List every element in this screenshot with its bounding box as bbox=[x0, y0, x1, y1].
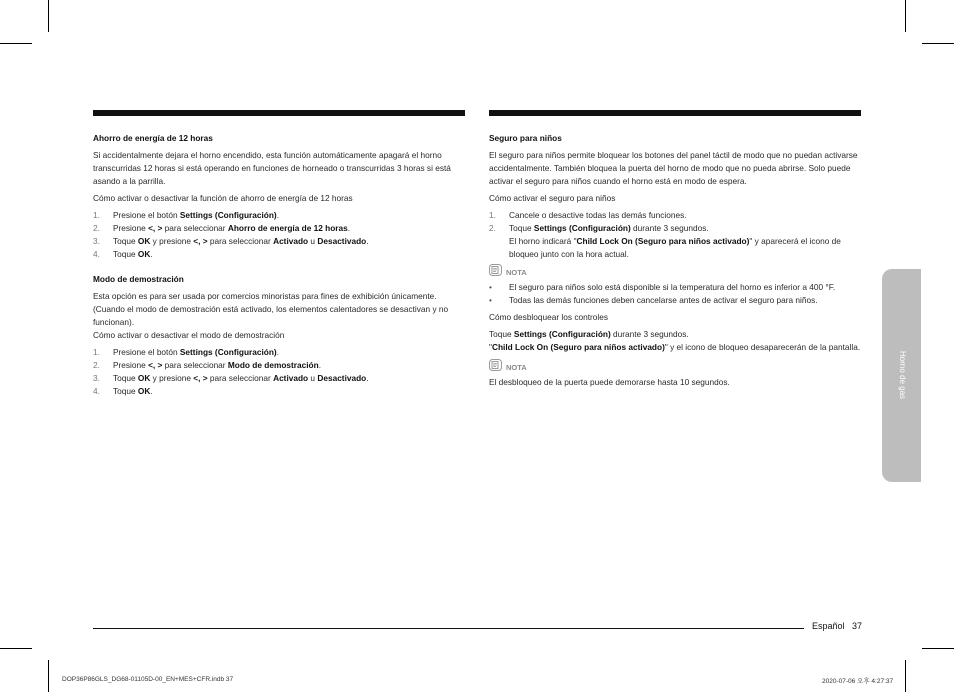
step-bold: <, > bbox=[148, 223, 163, 233]
note-heading bbox=[489, 265, 861, 279]
section-body: Si accidentalmente dejara el horno encendido, esta función automáticamente apagará el horno transcurridas 12 horas si está operando en funciones de horneado o transcurridas 3 horas si está asando a la parrilla. bbox=[93, 150, 451, 186]
step-number: 2. bbox=[93, 360, 100, 370]
page-number: 37 bbox=[852, 621, 863, 631]
step-list bbox=[489, 209, 861, 261]
right-column-rule bbox=[489, 110, 861, 116]
step-text: Presione bbox=[113, 223, 149, 233]
step-bold: Activado bbox=[273, 236, 309, 246]
section-body: El seguro para niños permite bloquear los botones del panel táctil de modo que no puedan activarse accidentalmente. También bloquea la puerta del horno de modo que no pueda abrirse. Solo puede activar el seguro para niños cuando el horno está en modo de espera. bbox=[489, 150, 858, 186]
list-item bbox=[93, 248, 465, 261]
section-subheading: Cómo desbloquear los controles bbox=[489, 312, 608, 322]
section-subheading: Cómo activar o desactivar el modo de demostración bbox=[93, 330, 285, 340]
body-bold: Settings (Configuración) bbox=[513, 329, 611, 339]
step-number: 4. bbox=[93, 386, 100, 396]
step-bold: Child Lock On (Seguro para niños activado) bbox=[576, 236, 750, 246]
note-text: El seguro para niños solo está disponible si la temperatura del horno es inferior a 400 °F. bbox=[509, 282, 836, 292]
step-text: . bbox=[366, 236, 369, 246]
step-bold: Desactivado bbox=[317, 373, 367, 383]
step-bold: Desactivado bbox=[317, 236, 367, 246]
step-bold: <, > bbox=[193, 236, 208, 246]
step-text: y presione bbox=[150, 373, 194, 383]
list-item bbox=[93, 385, 465, 398]
step-bold: Settings (Configuración) bbox=[179, 347, 277, 357]
step-text: Presione bbox=[113, 360, 149, 370]
crop-mark bbox=[0, 43, 32, 44]
left-column bbox=[93, 132, 465, 398]
crop-mark bbox=[905, 660, 906, 692]
step-text: para seleccionar bbox=[162, 360, 228, 370]
step-text: para seleccionar bbox=[162, 223, 228, 233]
note-label: NOTA bbox=[506, 267, 527, 277]
step-list bbox=[93, 346, 465, 398]
footer-language: Español bbox=[812, 621, 845, 631]
note-icon bbox=[489, 359, 506, 375]
step-text: para seleccionar bbox=[207, 236, 274, 246]
step-bold: OK bbox=[137, 373, 151, 383]
print-slug-file: DOP36P86GLS_DG68-01105D-00_EN+MES+CFR.indb 37 bbox=[62, 676, 234, 683]
step-bold: Ahorro de energía de 12 horas bbox=[227, 223, 348, 233]
note-text: Todas las demás funciones deben cancelarse antes de activar el seguro para niños. bbox=[509, 295, 818, 305]
section-title: Modo de demostración bbox=[93, 274, 184, 284]
step-bold: OK bbox=[137, 386, 151, 396]
step-text: para seleccionar bbox=[207, 373, 274, 383]
unlock-result bbox=[489, 341, 861, 354]
step-text: . bbox=[150, 249, 153, 259]
step-bold: Modo de demostración bbox=[227, 360, 319, 370]
step-number: 1. bbox=[93, 347, 100, 357]
list-item bbox=[93, 359, 465, 372]
section-title: Ahorro de energía de 12 horas bbox=[93, 133, 213, 143]
step-text: Presione el botón bbox=[113, 210, 180, 220]
step-number: 3. bbox=[93, 373, 100, 383]
step-text: . bbox=[276, 210, 279, 220]
step-text: y presione bbox=[150, 236, 194, 246]
step-text: . bbox=[318, 360, 321, 370]
step-text: El horno indicará " bbox=[509, 236, 577, 246]
note-icon bbox=[489, 264, 506, 280]
step-bold: <, > bbox=[148, 360, 163, 370]
bullet: • bbox=[489, 295, 492, 305]
section-title: Seguro para niños bbox=[489, 133, 562, 143]
unlock-instruction bbox=[489, 328, 861, 341]
list-item bbox=[489, 209, 861, 222]
list-item bbox=[93, 372, 465, 385]
section-subheading: Cómo activar o desactivar la función de ahorro de energía de 12 horas bbox=[93, 193, 353, 203]
step-text: . bbox=[347, 223, 351, 233]
step-bold: Settings (Configuración) bbox=[533, 223, 631, 233]
step-bold: Activado bbox=[273, 373, 309, 383]
body-text: " y el icono de bloqueo desaparecerán de la pantalla. bbox=[664, 342, 861, 352]
step-bold: OK bbox=[137, 236, 151, 246]
step-bold: Settings (Configuración) bbox=[179, 210, 277, 220]
list-item bbox=[489, 281, 861, 294]
list-item bbox=[93, 209, 465, 222]
body-text: " bbox=[489, 342, 492, 352]
crop-mark bbox=[48, 0, 49, 32]
step-text: Toque bbox=[113, 249, 138, 259]
section-subheading: Cómo activar el seguro para niños bbox=[489, 193, 616, 203]
step-text: " y aparecerá el icono de bloqueo junto con la hora actual. bbox=[509, 236, 841, 259]
body-text: Toque bbox=[489, 329, 514, 339]
step-text: u bbox=[308, 373, 318, 383]
page-footer bbox=[812, 621, 862, 631]
list-item bbox=[489, 294, 861, 307]
right-column bbox=[489, 132, 861, 389]
step-text: . bbox=[366, 373, 369, 383]
list-item bbox=[93, 222, 465, 235]
step-text: Toque bbox=[509, 223, 534, 233]
footer-rule bbox=[93, 628, 804, 629]
note-label: NOTA bbox=[506, 362, 527, 372]
step-text: Presione el botón bbox=[113, 347, 180, 357]
body-bold: Child Lock On (Seguro para niños activado) bbox=[491, 342, 665, 352]
step-text: Toque bbox=[113, 236, 138, 246]
step-text: durante 3 segundos. bbox=[630, 223, 709, 233]
step-text: Cancele o desactive todas las demás funciones. bbox=[509, 210, 687, 220]
step-text: . bbox=[276, 347, 279, 357]
print-slug-date: 2020-07-06 오후 4:27:37 bbox=[822, 678, 894, 685]
note-text: El desbloqueo de la puerta puede demorarse hasta 10 segundos. bbox=[489, 377, 730, 387]
step-text: u bbox=[308, 236, 318, 246]
step-number: 1. bbox=[93, 210, 100, 220]
step-number: 4. bbox=[93, 249, 100, 259]
step-number: 2. bbox=[489, 223, 496, 233]
side-tab-text: Horno de gas bbox=[898, 351, 907, 400]
list-item bbox=[489, 222, 861, 261]
step-text: Toque bbox=[113, 386, 138, 396]
step-bold: <, > bbox=[193, 373, 208, 383]
side-tab-label bbox=[883, 269, 922, 482]
step-number: 3. bbox=[93, 236, 100, 246]
list-item bbox=[93, 346, 465, 359]
left-column-rule bbox=[93, 110, 465, 116]
step-text: Toque bbox=[113, 373, 138, 383]
bullet: • bbox=[489, 282, 492, 292]
step-text: . bbox=[150, 386, 153, 396]
step-list bbox=[93, 209, 465, 261]
crop-mark bbox=[0, 648, 32, 649]
body-text: durante 3 segundos. bbox=[610, 329, 689, 339]
section-body: Esta opción es para ser usada por comercios minoristas para fines de exhibición únicamente. (Cuando el modo de demostración está activado, los elementos calentadores se desactivan y no funcionan). bbox=[93, 291, 449, 327]
crop-mark bbox=[922, 43, 954, 44]
step-number: 1. bbox=[489, 210, 496, 220]
step-bold: OK bbox=[137, 249, 151, 259]
note-list bbox=[489, 281, 861, 307]
note-heading bbox=[489, 360, 861, 374]
crop-mark bbox=[48, 660, 49, 692]
crop-mark bbox=[922, 648, 954, 649]
list-item bbox=[93, 235, 465, 248]
step-number: 2. bbox=[93, 223, 100, 233]
crop-mark bbox=[905, 0, 906, 32]
